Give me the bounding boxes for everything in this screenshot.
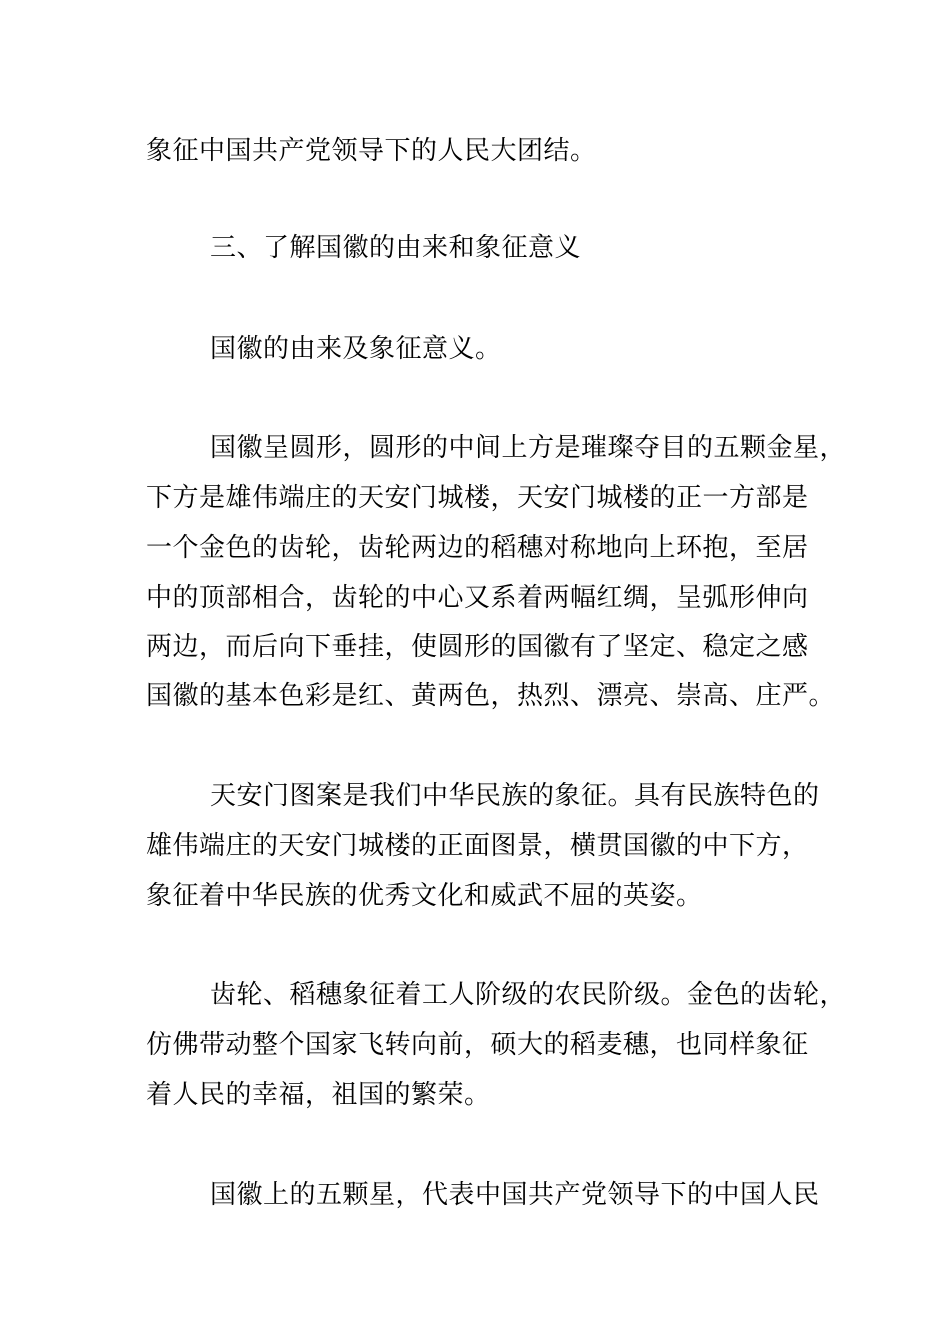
section-heading: 三、了解国徽的由来和象征意义 xyxy=(210,233,582,263)
text-line: 国徽的基本色彩是红、黄两色，热烈、漂亮、崇高、庄严。 xyxy=(146,681,836,711)
text-line: 象征中国共产党领导下的人民大团结。 xyxy=(146,136,597,166)
text-line: 下方是雄伟端庄的天安门城楼，天安门城楼的正一方部是 xyxy=(146,483,809,513)
paragraph-first-line: 齿轮、稻穗象征着工人阶级的农民阶级。金色的齿轮， xyxy=(210,980,847,1010)
paragraph-first-line: 天安门图案是我们中华民族的象征。具有民族特色的 xyxy=(210,781,820,811)
text-line: 两边，而后向下垂挂，使圆形的国徽有了坚定、稳定之感 xyxy=(146,632,809,662)
text-line: 一个金色的齿轮，齿轮两边的稻穗对称地向上环抱，至居 xyxy=(146,533,809,563)
text-line: 着人民的幸福，祖国的繁荣。 xyxy=(146,1080,491,1110)
paragraph-first-line: 国徽上的五颗星，代表中国共产党领导下的中国人民 xyxy=(210,1180,820,1210)
text-line: 雄伟端庄的天安门城楼的正面图景，横贯国徽的中下方， xyxy=(146,831,809,861)
text-line: 象征着中华民族的优秀文化和威武不屈的英姿。 xyxy=(146,881,703,911)
text-line: 中的顶部相合，齿轮的中心又系着两幅红绸，呈弧形伸向 xyxy=(146,583,809,613)
paragraph-first-line: 国徽呈圆形，圆形的中间上方是璀璨夺目的五颗金星， xyxy=(210,433,847,463)
text-line: 仿佛带动整个国家飞转向前，硕大的稻麦穗，也同样象征 xyxy=(146,1030,809,1060)
text-line: 国徽的由来及象征意义。 xyxy=(210,334,502,364)
